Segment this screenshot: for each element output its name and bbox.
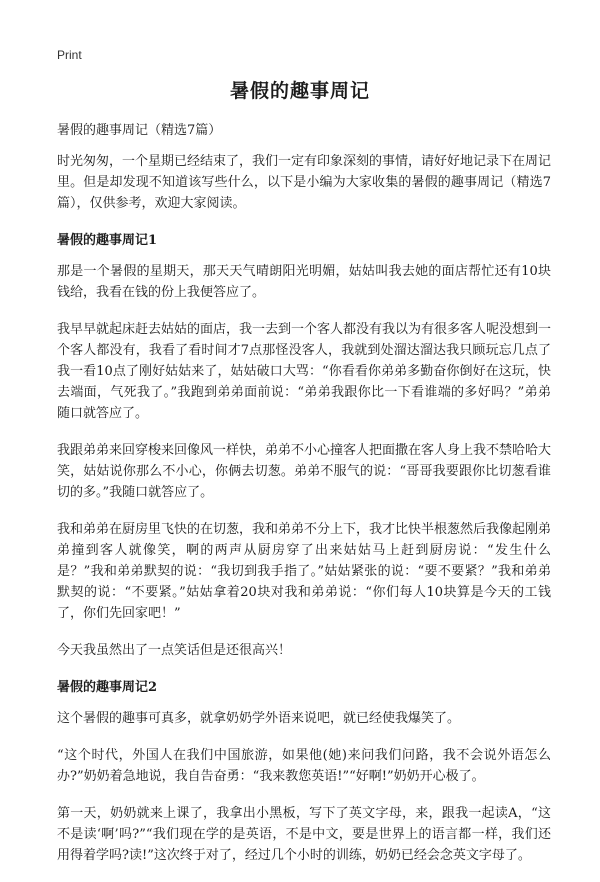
section-2-paragraph-2: “这个时代，外国人在我们中国旅游，如果他(她)来问我们问路，我不会说外语怎么办?”奶奶着急地说，我自告奋勇：“我来教您英语!”“好啊!”奶奶开心极了。 [57, 748, 551, 784]
section-2-paragraph-1: 这个暑假的趣事可真多，就拿奶奶学外语来说吧，就已经使我爆笑了。 [57, 711, 461, 726]
section-2-paragraph-3: 第一天，奶奶就来上课了，我拿出小黑板，写下了英文字母，来，跟我一起读A，“这不是读‘啊’吗?”“我们现在学的是英语，不是中文，要是世界上的语言都一样，我们还用得着学吗?读!”这次终于对了，经过几个小时的训练，奶奶已经会念英文字母了。 [57, 806, 551, 863]
section-heading-2: 暑假的趣事周记2 [57, 680, 158, 695]
section-1-paragraph-4: 我和弟弟在厨房里飞快的在切葱，我和弟弟不分上下，我才比快半根葱然后我像起刚弟弟撞到客人就像笑，啊的两声从厨房穿了出来姑姑马上赶到厨房说：“发生什么是？”我和弟弟默契的说：“我切到我手指了。”姑姑紧张的说：“要不要紧？”我和弟弟默契的说：“不要紧。”姑姑拿着20块对我和弟弟说：“你们每人10块算是今天的工钱了，你们先回家吧！” [57, 522, 552, 621]
print-link[interactable]: Print [57, 48, 82, 62]
document-subtitle: 暑假的趣事周记（精选7篇） [57, 123, 222, 138]
page-title: 暑假的趣事周记 [229, 80, 370, 102]
section-1-paragraph-2: 我早早就起床赶去姑姑的面店，我一去到一个客人都没有我以为有很多客人呢没想到一个客人都没有，我看了看时间才7点那怪没客人，我就到处溜达溜达我只顾玩忘几点了我一看10点了刚好姑姑来了，姑姑破口大骂：“你看看你弟弟多勤奋你倒好在这玩，快去端面，气死我了。”我跑到弟弟面前说：“弟弟我跟你比一下看谁端的多好吗？”弟弟随口就答应了。 [57, 322, 552, 421]
intro-paragraph: 时光匆匆，一个星期已经结束了，我们一定有印象深刻的事情，请好好地记录下在周记里。但是却发现不知道该写些什么，以下是小编为大家收集的暑假的趣事周记（精选7篇），仅供参考，欢迎大家阅读。 [57, 154, 552, 211]
section-1-paragraph-5: 今天我虽然出了一点笑话但是还很高兴！ [57, 643, 292, 658]
section-heading-1: 暑假的趣事周记1 [57, 233, 158, 248]
section-1-paragraph-3: 我跟弟弟来回穿梭来回像风一样快，弟弟不小心撞客人把面撒在客人身上我不禁哈哈大笑，姑姑说你那么不小心，你俩去切葱。弟弟不服气的说：“哥哥我要跟你比切葱看谁切的多。”我随口就答应了。 [57, 443, 552, 500]
section-1-paragraph-1: 那是一个暑假的星期天，那天天气晴朗阳光明媚，姑姑叫我去她的面店帮忙还有10块钱给，我看在钱的份上我便答应了。 [57, 264, 551, 300]
document-body [57, 120, 551, 882]
